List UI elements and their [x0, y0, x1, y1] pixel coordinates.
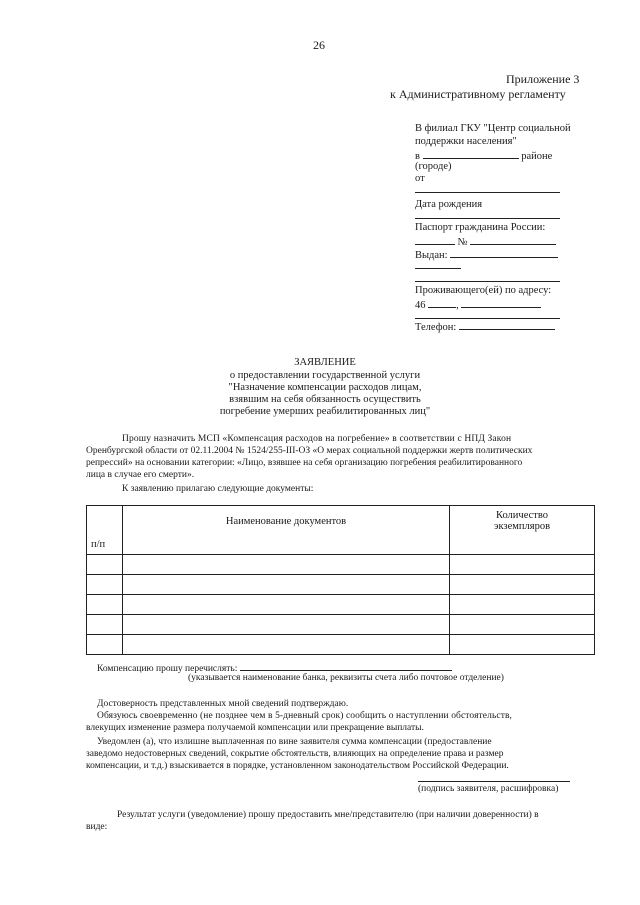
issued-label: Выдан:	[415, 250, 448, 261]
table-cell[interactable]	[87, 595, 123, 615]
appendix-regulation: к Административному регламенту	[390, 87, 566, 101]
table-cell[interactable]	[450, 615, 595, 635]
col-number-header: п/п	[87, 506, 123, 555]
issued-row	[415, 248, 558, 261]
col-qty-header	[450, 506, 595, 555]
attach-label: К заявлению прилагаю следующие документы:	[122, 484, 314, 494]
statement-subtitle-2: "Назначение компенсации расходов лицам,	[228, 382, 422, 393]
table-header	[87, 506, 595, 555]
obligation-line-1: Обязуюсь своевременно (не позднее чем в 5-дневный срок) сообщить о наступлении обстоятельств,	[97, 711, 513, 721]
obligation-line-2: влекущих изменение размера получаемой компенсации или прекращение выплаты.	[86, 723, 424, 733]
result-line-2: виде:	[86, 822, 108, 832]
compensation-field[interactable]	[240, 661, 452, 671]
table-row	[87, 575, 595, 595]
issued-field[interactable]	[450, 248, 558, 258]
notified-line-3: компенсации, и т.д.) взыскивается в порядке, установленном законодательством Российской Федерации.	[86, 761, 509, 771]
notified-line-2: заведомо недостоверных сведений, сокрытие обстоятельств, влияющих на определение права и размер	[86, 749, 504, 759]
district-label: районе	[521, 151, 553, 162]
table-cell[interactable]	[123, 635, 450, 655]
table-cell[interactable]	[87, 615, 123, 635]
from-field[interactable]	[415, 192, 560, 193]
district-field[interactable]	[423, 149, 519, 159]
col-qty-header-1: Количество	[495, 510, 549, 521]
address-comma: ,	[456, 300, 459, 311]
documents-table	[86, 505, 595, 655]
phone-label: Телефон:	[415, 322, 457, 333]
phone-row	[415, 320, 555, 333]
statement-subtitle-3: взявшим на себя обязанность осуществить	[229, 394, 421, 405]
table-cell[interactable]	[450, 575, 595, 595]
compensation-hint: (указывается наименование банка, реквизиты счета либо почтовое отделение)	[188, 673, 504, 683]
table-cell[interactable]	[123, 555, 450, 575]
passport-label: Паспорт гражданина России:	[415, 222, 546, 233]
address-field-2[interactable]	[461, 298, 541, 308]
addressee-line-2: поддержки населения"	[415, 136, 517, 147]
statement-heading: ЗАЯВЛЕНИЕ	[294, 357, 356, 368]
signature-field[interactable]	[418, 781, 570, 782]
passport-series-field[interactable]	[415, 235, 455, 245]
table-cell[interactable]	[87, 635, 123, 655]
birth-date-field[interactable]	[415, 218, 560, 219]
notified-line-1: Уведомлен (а), что излишне выплаченная по вине заявителя сумма компенсации (предоставление	[97, 737, 492, 747]
birth-date-label: Дата рождения	[415, 199, 483, 210]
signature-label: (подпись заявителя, расшифровка)	[418, 784, 559, 794]
region-code: 46	[415, 300, 426, 311]
address-field-1[interactable]	[428, 298, 456, 308]
address-field-3[interactable]	[415, 318, 560, 319]
table-cell[interactable]	[87, 575, 123, 595]
phone-field[interactable]	[459, 320, 555, 330]
col-name-header: Наименование документов	[123, 506, 450, 555]
city-label: (городе)	[415, 161, 452, 172]
request-line-4: лица в случае его смерти».	[86, 470, 195, 480]
request-line-2: Оренбургской области от 02.11.2004 № 1524/255-III-ОЗ «О мерах социальной поддержки жертв политических	[86, 446, 533, 456]
from-label: от	[415, 173, 425, 184]
issued-field-2[interactable]	[415, 268, 461, 269]
table-cell[interactable]	[450, 635, 595, 655]
table-cell[interactable]	[123, 615, 450, 635]
result-line-1: Результат услуги (уведомление) прошу предоставить мне/представителю (при наличии доверенности) в	[117, 810, 539, 820]
col-qty-header-2: экземпляров	[493, 521, 551, 532]
address-row	[415, 298, 541, 311]
table-row	[87, 555, 595, 575]
request-line-1: Прошу назначить МСП «Компенсация расходов на погребение» в соответствии с НПД Закон	[122, 434, 512, 444]
addressee-line-1: В филиал ГКУ "Центр социальной	[415, 123, 571, 134]
table-cell[interactable]	[87, 555, 123, 575]
residing-label: Проживающего(ей) по адресу:	[415, 285, 552, 296]
table-row	[87, 635, 595, 655]
table-row	[87, 595, 595, 615]
statement-subtitle-1: о предоставлении государственной услуги	[229, 370, 421, 381]
request-line-3: репрессий» на основании категории: «Лицо, взявшее на себя организацию погребения реабилитированного	[86, 458, 523, 468]
passport-number-field[interactable]	[470, 235, 556, 245]
table-cell[interactable]	[450, 595, 595, 615]
table-row	[87, 615, 595, 635]
compensation-label: Компенсацию прошу перечислять:	[97, 664, 238, 674]
reliability-statement: Достоверность представленных мной сведений подтверждаю.	[97, 699, 349, 709]
issued-field-3[interactable]	[415, 281, 560, 282]
table-cell[interactable]	[123, 595, 450, 615]
statement-subtitle-4: погребение умерших реабилитированных лиц"	[219, 406, 431, 417]
number-sign: №	[457, 237, 468, 248]
table-cell[interactable]	[450, 555, 595, 575]
appendix-label: Приложение 3	[506, 72, 580, 86]
page-number: 26	[313, 38, 325, 52]
in-prefix: в	[415, 151, 420, 162]
passport-row	[415, 235, 556, 248]
table-cell[interactable]	[123, 575, 450, 595]
